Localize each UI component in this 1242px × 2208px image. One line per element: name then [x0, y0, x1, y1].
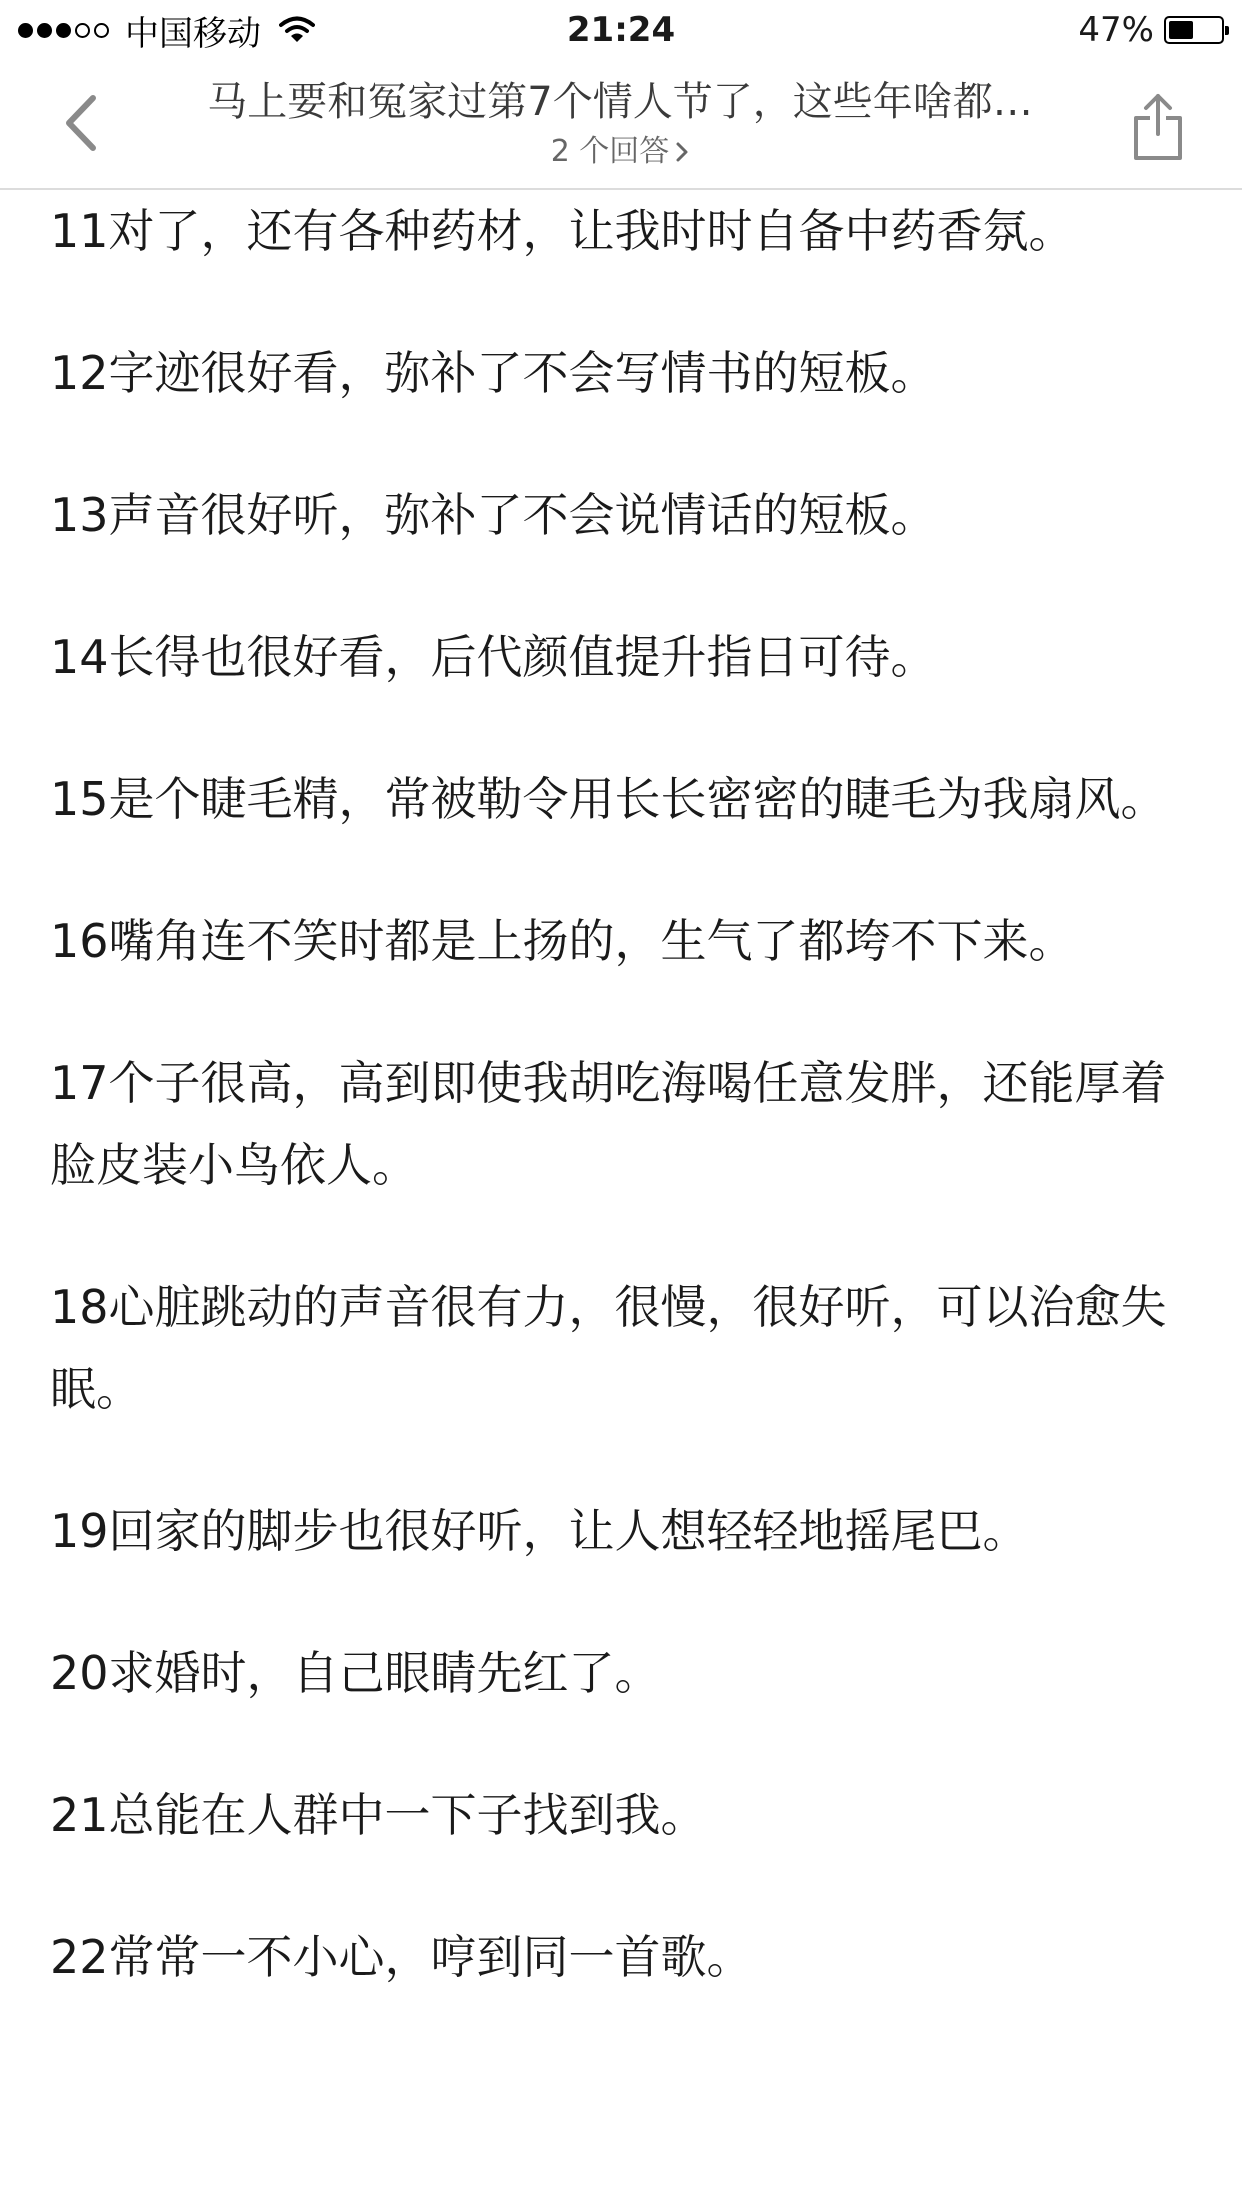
answers-count: 2 个回答: [550, 134, 670, 169]
nav-title-area[interactable]: [140, 74, 1100, 172]
paragraph: 20求婚时，自己眼睛先红了。: [50, 1646, 661, 1700]
paragraph: 21总能在人群中一下子找到我。: [50, 1788, 707, 1842]
answers-count-link[interactable]: [551, 132, 690, 172]
nav-bar: [0, 60, 1242, 190]
paragraph: 13声音很好听，弥补了不会说情话的短板。: [50, 488, 937, 542]
paragraph: 11对了，还有各种药材，让我时时自备中药香氛。: [50, 204, 1075, 258]
paragraph: 17个子很高，高到即使我胡吃海喝任意发胖，还能厚着脸皮装小鸟依人。: [50, 1056, 1167, 1192]
chevron-left-icon: [63, 94, 97, 152]
battery-percent: 47%: [1078, 10, 1154, 50]
back-button[interactable]: [50, 88, 110, 158]
share-icon: [1130, 90, 1186, 162]
paragraph: 18心脏跳动的声音很有力，很慢，很好听，可以治愈失眠。: [50, 1280, 1167, 1416]
paragraph: 16嘴角连不笑时都是上扬的，生气了都垮不下来。: [50, 914, 1075, 968]
chevron-right-icon: [675, 141, 689, 163]
paragraph: 15是个睫毛精，常被勒令用长长密密的睫毛为我扇风。: [50, 772, 1167, 826]
status-time: 21:24: [566, 10, 676, 50]
answer-content: [50, 190, 1200, 1998]
paragraph: 12字迹很好看，弥补了不会写情书的短板。: [50, 346, 937, 400]
paragraph: 14长得也很好看，后代颜值提升指日可待。: [50, 630, 937, 684]
status-bar: [0, 0, 1242, 60]
paragraph: 22常常一不小心，哼到同一首歌。: [50, 1930, 753, 1984]
status-right: [1078, 8, 1224, 52]
question-title[interactable]: 马上要和冤家过第7个情人节了，这些年啥都…: [207, 79, 1033, 125]
battery-fill: [1169, 21, 1193, 39]
battery-icon: [1164, 16, 1224, 44]
paragraph: 19回家的脚步也很好听，让人想轻轻地摇尾巴。: [50, 1504, 1029, 1558]
share-button[interactable]: [1130, 90, 1186, 162]
carrier-name: 中国移动: [125, 13, 261, 54]
